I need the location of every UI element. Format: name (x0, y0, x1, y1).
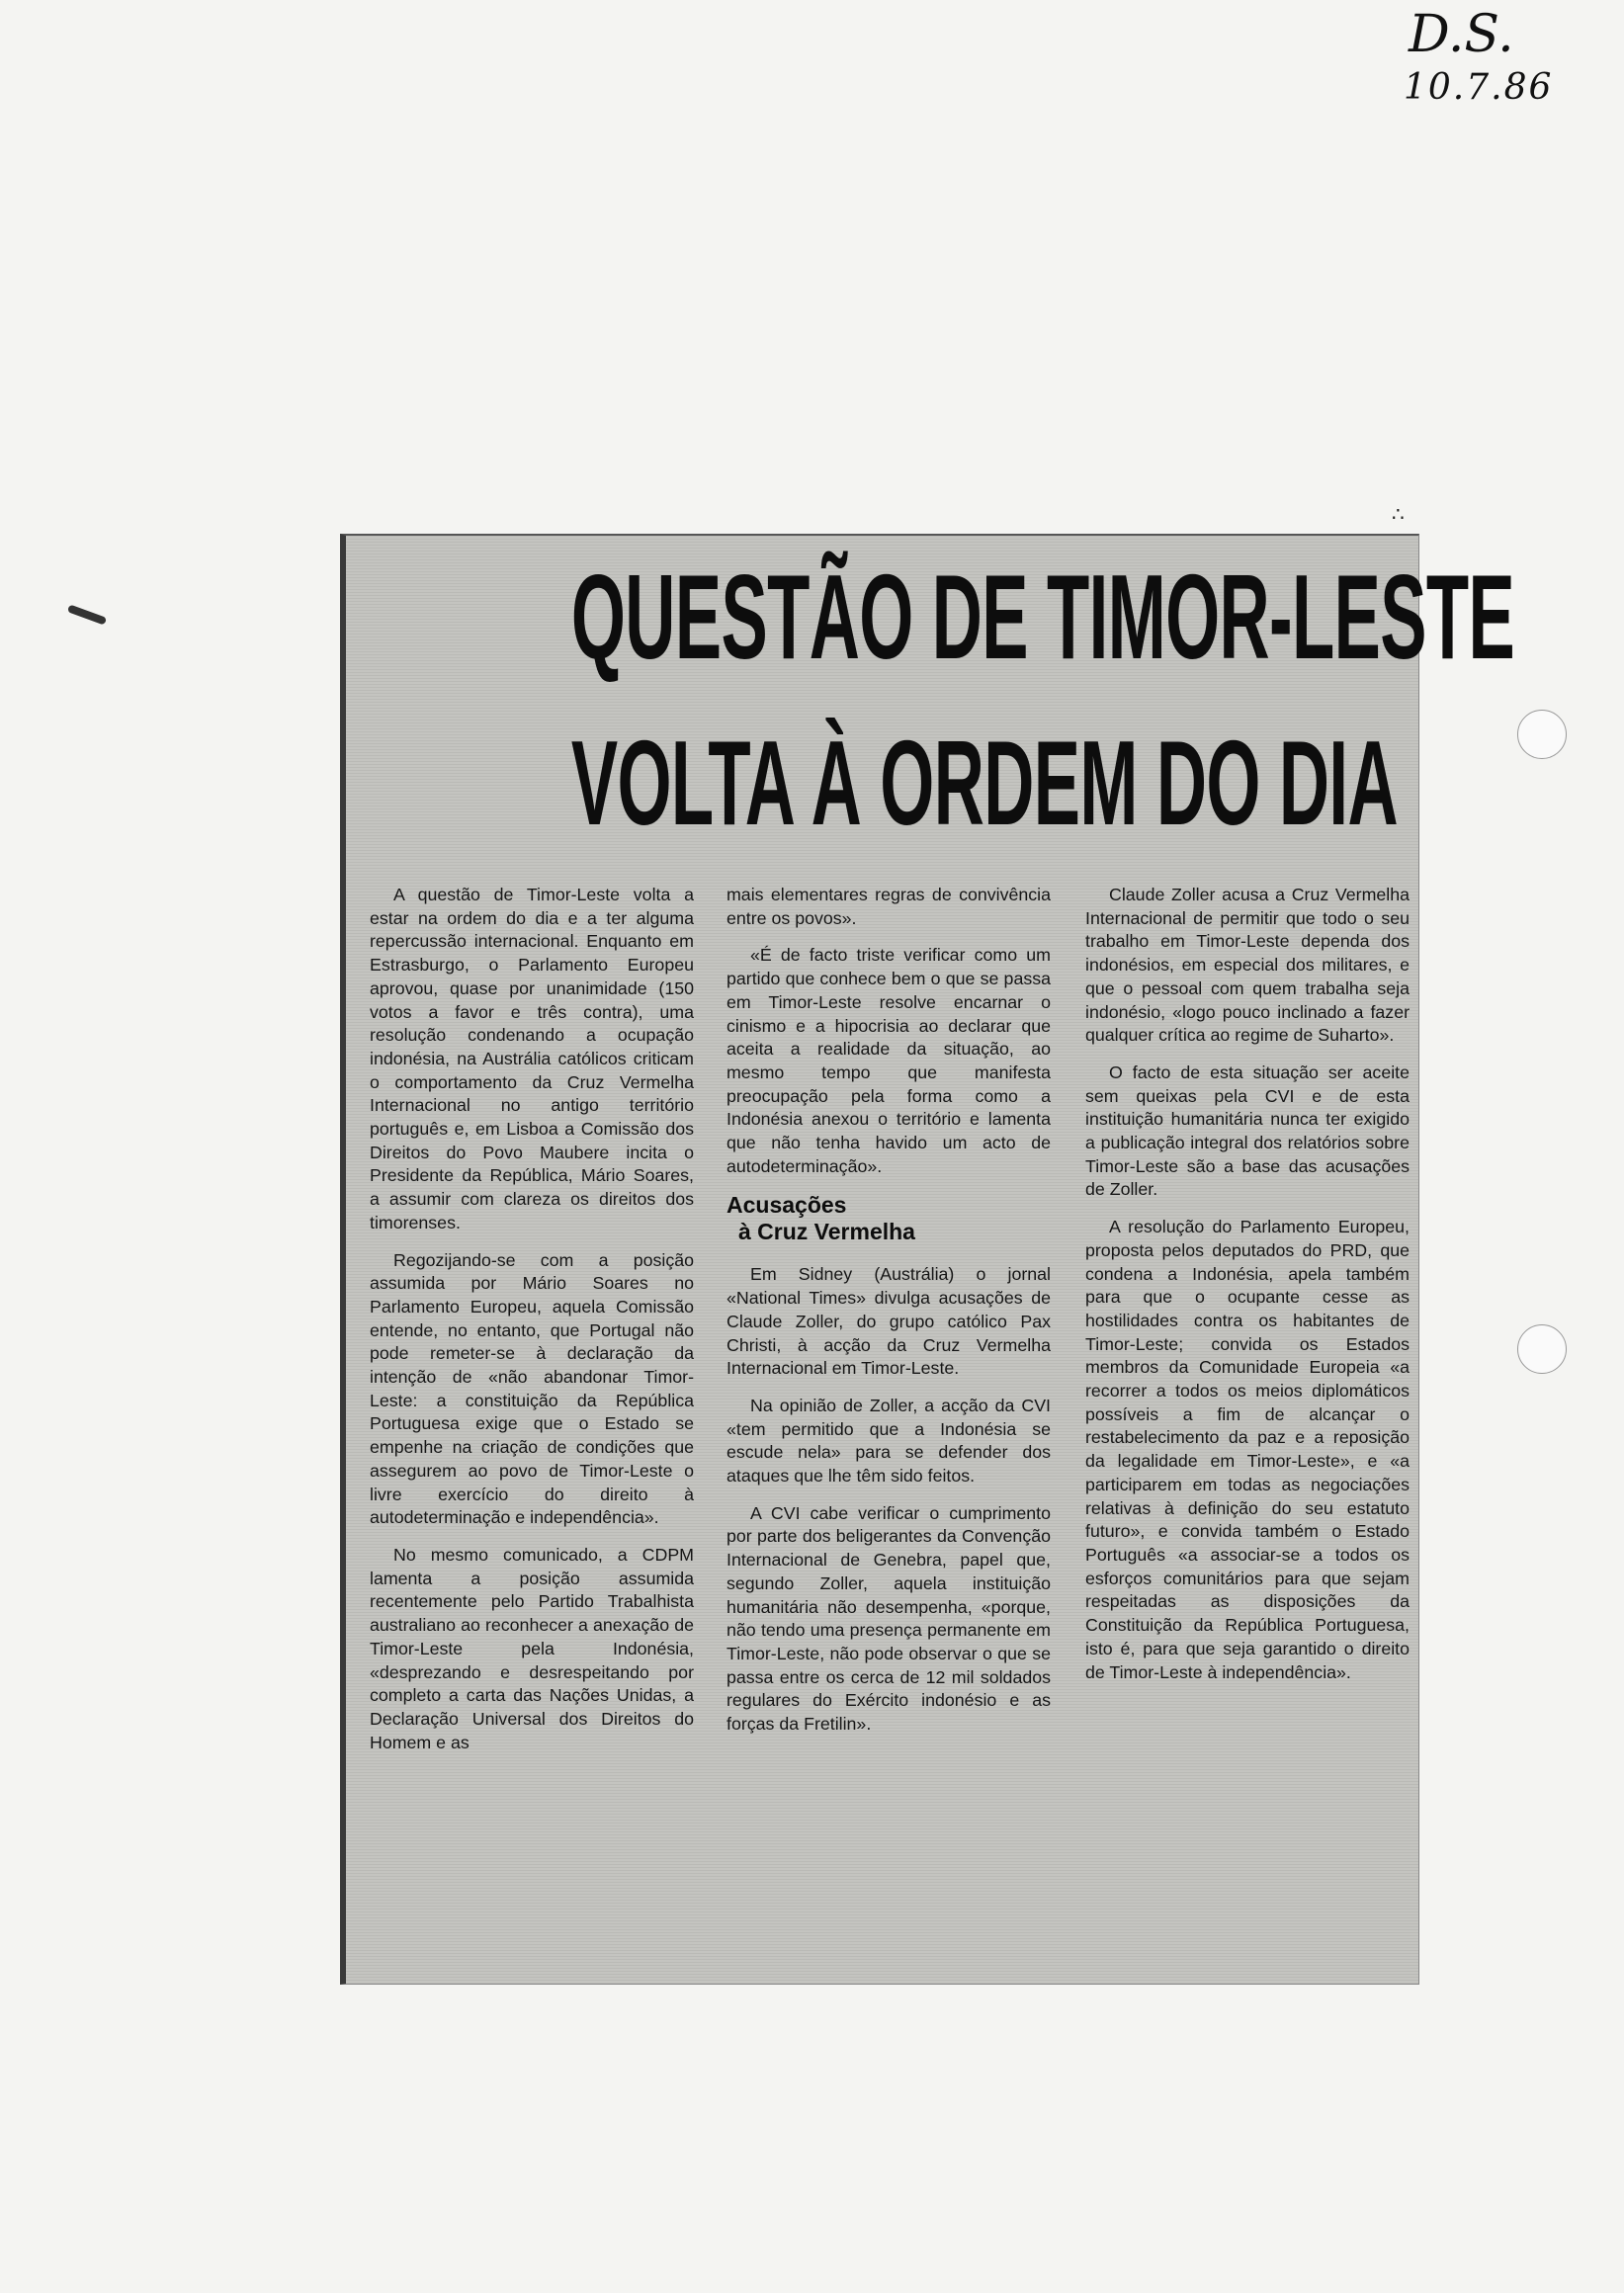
subheading-line-1: Acusações (727, 1192, 847, 1219)
paragraph: No mesmo comunicado, a CDPM lamenta a posição assumida recentemente pelo Partido Trabalhista australiano ao reconhecer a anexação de Timor-Leste pela Indonésia, «desprezando e desrespeitando por completo a carta das Nações Unidas, a Declaração Universal dos Direitos do Homem e as (370, 1544, 694, 1752)
paragraph: A questão de Timor-Leste volta a estar na ordem do dia e a ter alguma repercussão internacional. Enquanto em Estrasburgo, o Parlamento Europeu aprovou, quase por unanimidade (150 votos a favor e três contra), uma resolução condenando a ocupação indonésia, na Austrália católicos criticam o comportamento da Cruz Vermelha Internacional no antigo território português e, em Lisboa a Comissão dos Direitos do Povo Maubere incita o Presidente da República, Mário Soares, a assumir com clareza os direitos dos timorenses. (370, 885, 694, 1232)
paragraph: Regozijando-se com a posição assumida por Mário Soares no Parlamento Europeu, aquela Comissão entende, no entanto, que Portugal não pode remeter-se à declaração da intenção de «não abandonar Timor-Leste: a constituição da República Portuguesa exige que o Estado se empenhe na criação de condições que assegurem ao povo de Timor-Leste o livre exercício do direito à autodeterminação e independência». (370, 1249, 694, 1528)
paragraph: Na opinião de Zoller, a acção da CVI «tem permitido que a Indonésia se escude nela» para se defender dos ataques que lhe têm sido feitos. (727, 1395, 1051, 1486)
subheading (727, 1192, 1051, 1245)
subheading-line-2: à Cruz Vermelha (738, 1219, 915, 1245)
margin-ink-dots: ∴ (1392, 504, 1405, 526)
margin-ink-mark (67, 604, 107, 625)
headline-line-1: QUESTÃO DE TIMOR-LESTE (570, 550, 1515, 684)
article-column-2 (727, 884, 1051, 1750)
handwritten-initials: D.S. (1409, 5, 1514, 64)
newspaper-clipping (340, 534, 1515, 1985)
paragraph: O facto de esta situação ser aceite sem queixas pela CVI e de esta instituição humanitária nunca ter exigido a publicação integral dos relatórios sobre Timor-Leste são a base das acusações de Zoller. (1085, 1062, 1410, 1200)
punch-hole-top (1517, 710, 1567, 759)
headline-line-2: VOLTA À ORDEM DO DIA (570, 716, 1399, 850)
paragraph: «É de facto triste verificar como um partido que conhece bem o que se passa em Timor-Leste resolve encarnar o cinismo e a hipocrisia ao declarar que aceita a realidade da situação, ao mesmo tempo que manifesta preocupação pela forma como a Indonésia anexou o território e lamenta que não tenha havido um acto de autodeterminação». (727, 945, 1051, 1176)
handwritten-date: 10.7.86 (1404, 67, 1554, 108)
paragraph: mais elementares regras de convivência entre os povos». (727, 885, 1051, 928)
paragraph: Em Sidney (Austrália) o jornal «National Times» divulga acusações de Claude Zoller, do grupo católico Pax Christi, à acção da Cruz Vermelha Internacional em Timor-Leste. (727, 1264, 1051, 1379)
paragraph: A resolução do Parlamento Europeu, proposta pelos deputados do PRD, que condena a Indonésia, apela também para que o ocupante cesse as hostilidades contra os habitantes de Timor-Leste; convida os Estados membros da Comunidade Europeia «a recorrer a todos os meios diplomáticos possíveis a fim de alcançar o restabelecimento da paz e a reposição da legalidade em Timor-Leste», e «a participarem em todas as negociações relativas à definição do seu estatuto futuro», e convida também o Estado Português «a associar-se a todos os esforços comunitários para que sejam respeitadas as disposições da Constituição da República Portuguesa, isto é, para que seja garantido o direito de Timor-Leste à independência». (1085, 1217, 1410, 1682)
article-column-1 (370, 884, 694, 1768)
article-column-3 (1085, 884, 1410, 1698)
paragraph: A CVI cabe verificar o cumprimento por parte dos beligerantes da Convenção Internacional de Genebra, papel que, segundo Zoller, aquela instituição humanitária não desempenha, «porque, não tendo uma presença permanente em Timor-Leste, não pode observar o que se passa entre os cerca de 12 mil soldados regulares do Exército indonésio e as forças da Fretilin». (727, 1502, 1051, 1735)
punch-hole-bottom (1517, 1324, 1567, 1374)
paragraph: Claude Zoller acusa a Cruz Vermelha Internacional de permitir que todo o seu trabalho em Timor-Leste dependa dos indonésios, em especial dos militares, e que o pessoal com quem trabalha seja indonésio, «logo pouco inclinado a fazer qualquer crítica ao regime de Suharto». (1085, 885, 1410, 1046)
